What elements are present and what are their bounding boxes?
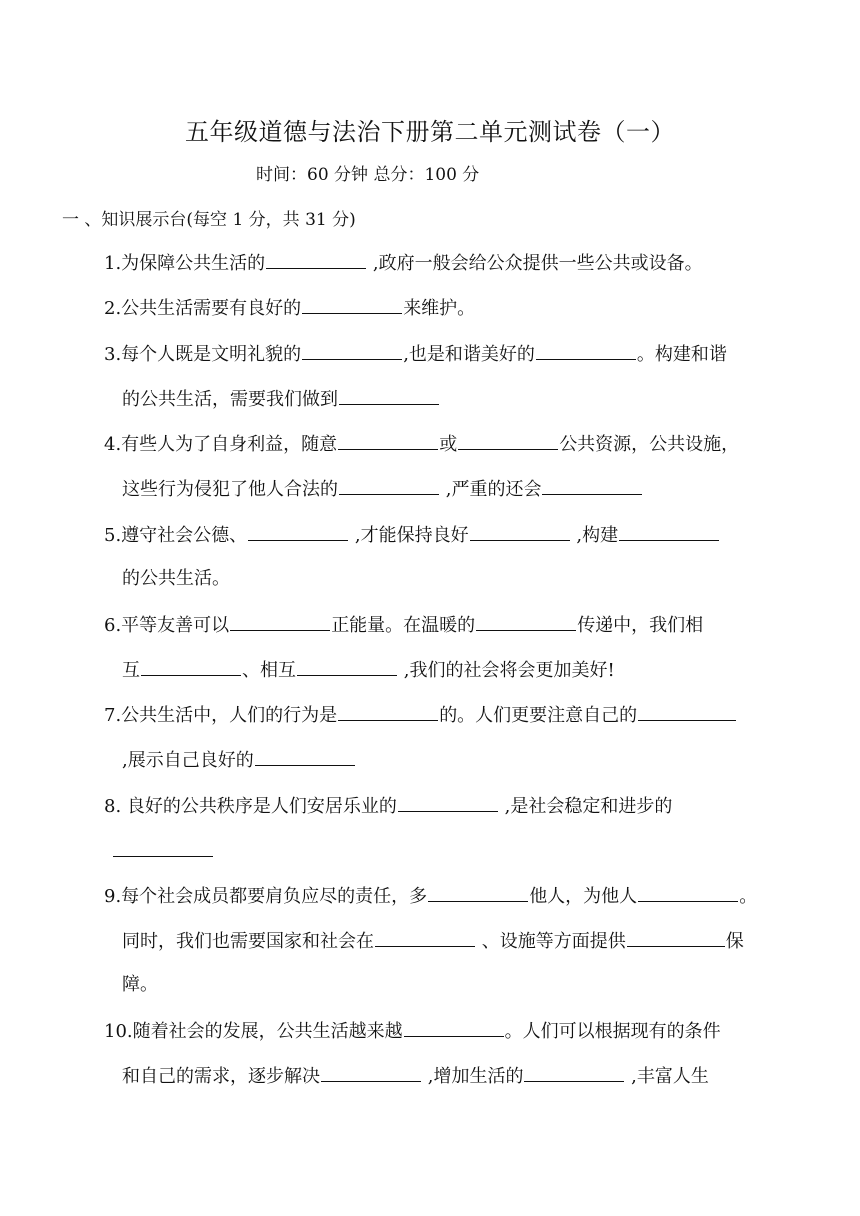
answer-blank[interactable] <box>476 610 576 631</box>
answer-blank[interactable] <box>638 700 736 721</box>
question-text: 6.平等友善可以 <box>104 615 230 636</box>
answer-blank[interactable] <box>638 881 738 902</box>
question-text: 互 <box>122 660 140 681</box>
question-text: 2.公共生活需要有良好的 <box>104 298 302 319</box>
page-title: 五年级道德与法治下册第二单元测试卷（一） <box>185 118 675 146</box>
question-line <box>122 971 158 999</box>
question-line <box>122 565 230 593</box>
question-text: 保 <box>725 931 744 952</box>
question-line <box>112 836 214 864</box>
question-text: ,展示自己良好的 <box>122 750 254 771</box>
answer-blank[interactable] <box>338 700 438 721</box>
question-text: 障。 <box>122 974 158 995</box>
answer-blank[interactable] <box>255 745 355 766</box>
answer-blank[interactable] <box>458 429 558 450</box>
question-line <box>122 384 440 412</box>
question-text: ,也是和谐美好的 <box>403 344 535 365</box>
question-text: 5.遵守社会公德、 <box>104 525 248 546</box>
answer-blank[interactable] <box>302 293 402 314</box>
question-line <box>122 474 643 502</box>
answer-blank[interactable] <box>141 655 241 676</box>
section-heading: 一 、知识展示台(每空 1 分，共 31 分) <box>62 210 356 230</box>
answer-blank[interactable] <box>470 520 570 541</box>
question-line <box>122 1061 709 1089</box>
question-text: 3.每个人既是文明礼貌的 <box>104 344 302 365</box>
question-line <box>104 610 703 638</box>
answer-blank[interactable] <box>113 836 213 857</box>
question-text: 正能量。在温暖的 <box>331 615 476 636</box>
question-text: ,严重的还会 <box>440 479 542 500</box>
answer-blank[interactable] <box>404 1016 504 1037</box>
answer-blank[interactable] <box>542 474 642 495</box>
question-text: 4.有些人为了自身利益，随意 <box>104 434 338 455</box>
question-text: 1.为保障公共生活的 <box>104 253 266 274</box>
question-text: 来维护。 <box>403 298 476 319</box>
answer-blank[interactable] <box>339 474 439 495</box>
exam-meta: 时间：60 分钟 总分：100 分 <box>256 165 480 185</box>
question-text: 公共资源，公共设施， <box>559 434 740 455</box>
answer-blank[interactable] <box>248 520 348 541</box>
question-line <box>104 881 757 909</box>
question-text: 他人，为他人 <box>529 886 638 907</box>
answer-blank[interactable] <box>339 384 439 405</box>
answer-blank[interactable] <box>302 339 402 360</box>
question-line <box>104 700 737 728</box>
question-text: 7.公共生活中，人们的行为是 <box>104 705 338 726</box>
question-line <box>104 520 720 548</box>
question-line <box>104 791 672 819</box>
question-text: 或 <box>439 434 458 455</box>
answer-blank[interactable] <box>230 610 330 631</box>
question-text: 8. 良好的公共秩序是人们安居乐业的 <box>104 796 397 817</box>
question-text: 这些行为侵犯了他人合法的 <box>122 479 338 500</box>
answer-blank[interactable] <box>398 791 498 812</box>
answer-blank[interactable] <box>619 520 719 541</box>
question-text: 和自己的需求，逐步解决 <box>122 1066 320 1087</box>
question-text: ,政府一般会给公众提供一些公共或设备。 <box>367 253 703 274</box>
question-text: 10.随着社会的发展，公共生活越来越 <box>104 1021 403 1042</box>
question-text: 的公共生活，需要我们做到 <box>122 389 338 410</box>
question-text: 。 <box>739 886 758 907</box>
question-text: 同时，我们也需要国家和社会在 <box>122 931 374 952</box>
answer-blank[interactable] <box>338 429 438 450</box>
question-line <box>104 339 727 367</box>
answer-blank[interactable] <box>428 881 528 902</box>
question-text: 。构建和谐 <box>636 344 727 365</box>
question-text: 9.每个社会成员都要肩负应尽的责任，多 <box>104 886 428 907</box>
answer-blank[interactable] <box>266 248 366 269</box>
question-text: 。人们可以根据现有的条件 <box>504 1021 721 1042</box>
question-line <box>104 293 475 321</box>
question-text: 的公共生活。 <box>122 568 230 589</box>
answer-blank[interactable] <box>524 1061 624 1082</box>
answer-blank[interactable] <box>375 926 475 947</box>
question-line <box>122 926 744 954</box>
answer-blank[interactable] <box>627 926 725 947</box>
question-line <box>122 745 356 773</box>
question-text: ,增加生活的 <box>422 1066 524 1087</box>
question-text: ,我们的社会将会更加美好! <box>398 660 615 681</box>
question-line <box>122 655 615 683</box>
question-text: 的。人们更要注意自己的 <box>439 705 638 726</box>
question-line <box>104 1016 721 1044</box>
question-text: 、相互 <box>242 660 296 681</box>
answer-blank[interactable] <box>321 1061 421 1082</box>
answer-blank[interactable] <box>536 339 636 360</box>
question-text: ,丰富人生 <box>625 1066 709 1087</box>
question-line <box>104 429 739 457</box>
question-text: 、设施等方面提供 <box>476 931 626 952</box>
question-text: ,构建 <box>570 525 619 546</box>
answer-blank[interactable] <box>297 655 397 676</box>
question-text: ,才能保持良好 <box>349 525 469 546</box>
question-text: ,是社会稳定和进步的 <box>498 796 673 817</box>
question-line <box>104 248 703 276</box>
question-text: 传递中，我们相 <box>577 615 704 636</box>
